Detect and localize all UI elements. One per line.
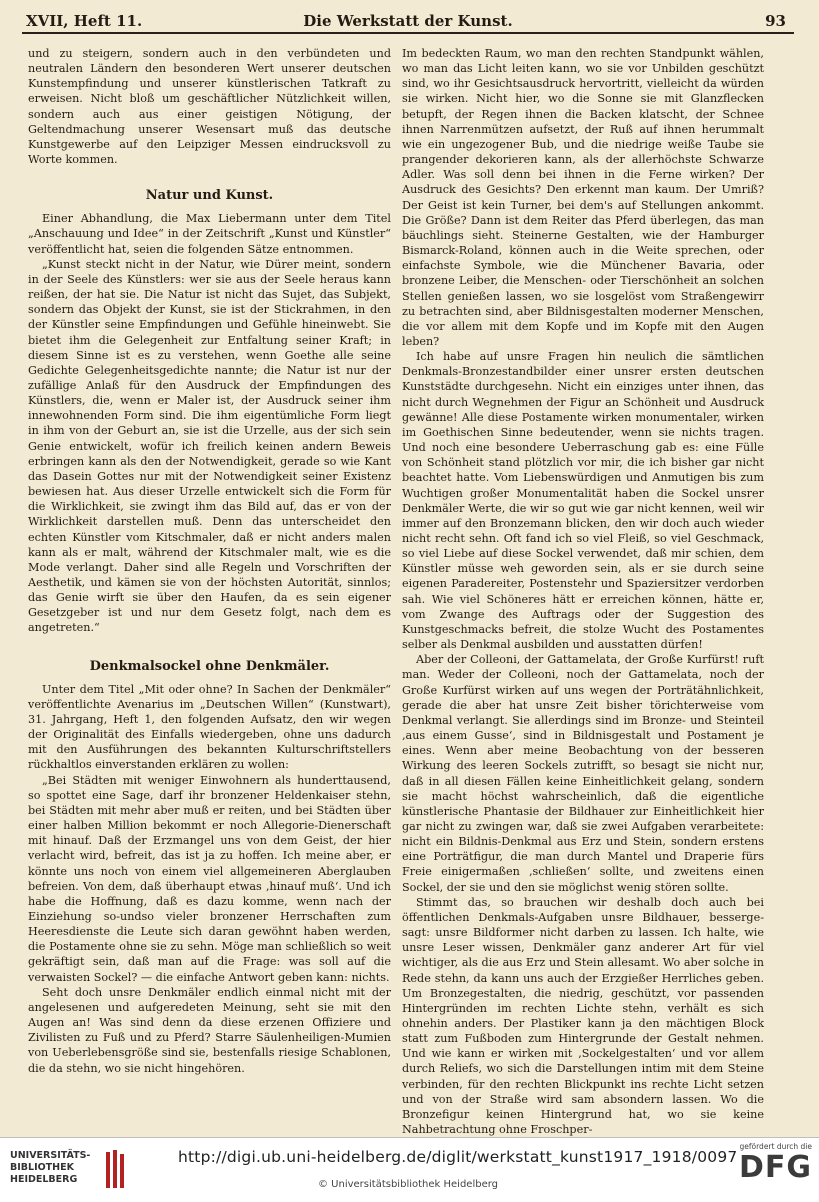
left-column [28,46,391,1124]
paragraph: Seht doch unsre Denkmäler endlich einmal nicht mit der angelesenen und aufgeredeten Meinung, seht sie mit den Augen an! Was sind denn da diese erzenen Offiziere und Zivilisten zu Fuß und zu Pferd? Starre Säulenheiligen-Mumien von Ueberlebensgröße sind sie, bestenfalls riesige Schablonen, die da stehn, wo sie nicht hingehören. [28,985,391,1075]
intro-paragraph: und zu steigern, sondern auch in den verbündeten und neutralen Ländern den besonderen Wert unserer deutschen Kunstempfindung und unserer künstlerischen Tatkraft zu erweisen. Nicht bloß um geschäftlicher Nützlichkeit willen, sondern auch aus einer geistigen Nötigung, der Geltendmachung unserer Wesensart muß das deutsche Kunstgewerbe auf den Leipziger Messen eindrucksvoll zu Worte kommen. [28,47,391,167]
paragraph: Unter dem Titel „Mit oder ohne? In Sachen der Denkmäler“ veröffentlichte Avenarius im „Deutschen Willen“ (Kunstwart), 31. Jahrgang, Heft 1, den folgenden Aufsatz, den wir wegen der Originalität des Einfalls wiedergeben, ohne uns dadurch mit den Ausführungen des bekannten Kulturschriftstellers rückhaltlos einverstanden erklären zu wollen: [28,682,391,772]
section-heading-denkmalsockel: Denkmalsockel ohne Denkmäler. [89,658,330,674]
funder-name: DFG [738,1150,812,1185]
logo-line: HEIDELBERG [10,1174,78,1185]
library-emblem-icon [104,1148,128,1192]
journal-title: Die Werkstatt der Kunst. [303,12,513,30]
volume-issue: XVII, Heft 11. [26,12,143,30]
paragraph: Stimmt das, so brauchen wir deshalb doch auch bei öffentlichen Denkmals-Aufgaben unsre Bildhauer, besserge-sagt: unsre Bildformer nicht darben zu lassen. Ich halte, wie unsre Leser wissen, Denkmäler ganz anderer Art für viel wichtiger, als die aus Erz und Stein allesamt. Wo aber solche in Rede stehn, da kann uns auch der Erzgießer Herrliches geben. Um Bronzegestalten, die niedrig, geschützt, vor passenden Hintergründen im rechten Lichte stehn, verhält es sich ohnehin anders. Der Plastiker kann ja den mächtigen Block statt zum Fußboden zum Hintergrunde der Gestalt nehmen. Und wie kann er wirken mit ‚Sockelgestalten‘ und vor allem durch Reliefs, wo sich die Darstellungen intim mit dem Steine verbinden, für den rechten Blickpunkt ins rechte Licht setzen und von der Straße wird sam absondern lassen. Wo die Bronzefigur keinen Hintergrund hat, wo sie keine Nahbetrachtung ohne Froschper- [402,895,764,1137]
page-header [22,10,794,34]
paragraph: Aber der Colleoni, der Gattamelata, der Große Kurfürst! ruft man. Weder der Colleoni, noch der Gattamelata, noch der Große Kurfürst wirken auf uns wegen der Porträtähnlichkeit, gerade die aber hat unsre Zeit bisher törichterweise vom Denkmal verlangt. Sie allerdings sind im Bronze- und Steinteil ‚aus einem Gusse‘, sind in Bildnisgestalt und Postament je eines. Wenn aber meine Beobachtung von der besseren Wirkung des leeren Sockels zutrifft, so besagt sie nicht nur, daß in all diesen Fällen keine Einheitlichkeit gelang, sondern sie macht höchst wahrscheinlich, daß die eigentliche künstlerische Phantasie der Bildhauer zur Einheitlichkeit hier gar nicht zu zwingen war, daß sie zwei Aufgaben verarbeitete: nicht ein Bildnis-Denkmal aus Erz und Stein, sondern erstens eine Porträtfigur, die man durch Mantel und Draperie fürs Freie einigermaßen ‚schließen‘ sollte, und zweitens einen Sockel, der sie und den sie möglichst wenig stören sollte. [402,653,764,894]
section-heading-natur-und-kunst: Natur und Kunst. [145,188,274,204]
logo-line: UNIVERSITÄTS- [10,1150,91,1161]
page-number: 93 [765,12,786,30]
funder-note: gefördert durch die [739,1142,812,1151]
paragraph: Im bedeckten Raum, wo man den rechten Standpunkt wählen, wo man das Licht leiten kann, wo sie vor Unbilden geschützt sind, wo ihr Gesichtsausdruck hervortritt, vielleicht da würden sie wirken. Nicht hier, wo die Sonne sie mit Glanzflecken betupft, der Regen ihnen die Backen klatscht, der Schnee ihnen Narrenmützen aufsetzt, der Ruß auf ihnen herummalt wie ein ungezogener Bub, und die niedrige weiße Taube sie prangender dekorieren kann, als der allerhöchste Schwarze Adler. Was soll denn bei ihnen in die Ferne wirken? Der Ausdruck des Gesichts? Den erkennt man kaum. Der Umriß? Der Geist ist kein Turner, bei dem's auf Stellungen ankommt. Die Größe? Dann ist dem Reiter das Pferd überlegen, das man bäuchlings sieht. Steinerne Gestalten, wie der Hamburger Bismarck-Roland, können auch in die Weite sprechen, oder einfachste Symbole, wie die Münchener Bavaria, oder bronzene Leiber, die Menschen- oder Tierschönheit an solchen Stellen genießen lassen, wo sie losgelöst vom Straßengewirr zu betrachten sind, aber Bildnisgestalten moderner Menschen, die vor allem mit dem Kopfe und im Kopfe mit den Augen leben? [402,47,764,348]
paragraph: Einer Abhandlung, die Max Liebermann unter dem Titel „Anschauung und Idee“ in der Zeitschrift „Kunst und Künstler“ veröffentlicht hat, seien die folgenden Sätze entnommen. [28,212,391,256]
permalink-url[interactable]: http://digi.ub.uni-heidelberg.de/diglit/werkstatt_kunst1917_1918/0097 [178,1148,738,1166]
dfg-logo[interactable] [712,1142,812,1198]
paragraph: Ich habe auf unsre Fragen hin neulich die sämtlichen Denkmals-Bronzestandbilder einer unsrer ersten deutschen Kunststädte durchgesehn. Nicht ein einziges unter ihnen, das nicht durch Wegnehmen der Figur an Schönheit und Ausdruck gewänne! Alle diese Postamente wirken monumentaler, wirken im Goethischen Sinne bedeutender, wenn sie nichts tragen. Und noch eine besondere Ueberraschung gab es: eine Fülle von Schönheit stand plötzlich vor mir, die ich bisher gar nicht beachtet hatte. Vom Liebenswürdigen und Anmutigen bis zum Wuchtigen großer Monumentalität haben die Sockel unsrer Denkmäler Werte, die wir so gut wie gar nicht kennen, weil wir immer auf den Bronzemann blicken, den wir doch auch wieder nicht recht sehn. Oft fand ich so viel Fleiß, so viel Geschmack, so viel Liebe auf diese Sockel verwendet, daß mir schien, dem Künstler müsse weh geworden sein, als er sie durch seine eigenen Paradereiter, Postenstehr und Spaziersitzer verdorben sah. Wie viel Schöneres hätt er erreichen können, hätte er, vom Zwange des Auftrags oder der Suggestion des Kunstgeschmacks befreit, die stolze Wucht des Postamentes selber als Denkmal ausbilden und ausstatten dürfen! [402,350,764,652]
copyright-notice: © Universitätsbibliothek Heidelberg [318,1179,499,1190]
library-logo[interactable] [10,1148,180,1192]
logo-line: BIBLIOTHEK [10,1162,74,1173]
page-footer [0,1137,819,1202]
right-column [402,46,764,1137]
paragraph: „Bei Städten mit weniger Einwohnern als hunderttausend, so spottet eine Sage, darf ihr bronzener Heldenkaiser stehn, bei Städten mit mehr aber muß er reiten, und bei Städten über einer halben Million bekommt er noch Allegorie-Dienerschaft mit hinauf. Daß der Erzmangel uns von dem Geist, der hier verlacht wird, befreit, das ist ja zu hoffen. Ich meine aber, er könnte uns noch von einem viel allgemeineren Aberglauben befreien. Von dem, daß überhaupt etwas ‚hinauf muß‘. Und ich habe die Hoffnung, daß es dazu komme, wenn nach der Einziehung so-undso vieler bronzener Herrschaften zum Heeresdienste die Leute sich daran gewöhnt haben werden, die Postamente ohne sie zu sehn. Möge man schließlich so weit gekräftigt sein, daß man auf die Frage: was soll auf die verwaisten Sockel? — die einfache Antwort geben kann: nichts. [28,773,391,984]
paragraph: „Kunst steckt nicht in der Natur, wie Dürer meint, sondern in der Seele des Künstlers: wer sie aus der Seele heraus kann reißen, der hat sie. Die Natur ist nicht das Sujet, das Subjekt, sondern das Objekt der Kunst, sie ist der Stickrahmen, in den der Künstler seine Empfindungen und Gefühle hineinwebt. Sie bietet ihm die Gelegenheit zur Entfaltung seiner Kraft; in diesem Sinne ist es zu verstehen, wenn Goethe alle seine Gedichte Gelegenheitsgedichte nannte; die Natur ist nur der zufällige Anlaß für den Ausdruck der Empfindungen des Künstlers, die, wenn er Maler ist, der Ausdruck seiner ihm innewohnenden Form sind. Die ihm eigentümliche Form liegt in ihm von der Geburt an, sie ist die Urzelle, aus der sich sein Genie entwickelt, wofür ich freilich keinen andern Beweis erbringen kann als den der Notwendigkeit, gerade so wie Kant das Dasein Gottes nur mit der Notwendigkeit seiner Existenz bewiesen hat. Aus dieser Urzelle entwickelt sich die Form für die Wirklichkeit, sie zwingt ihm das Bild auf, das er von der Wirklichkeit darstellen muß. Denn das unterscheidet den echten Künstler vom Kitschmaler, daß er nicht anders malen kann als er malt, während der Kitschmaler malt, wie es die Mode verlangt. Daher sind alle Regeln und Vorschriften der Aesthetik, und kämen sie von der höchsten Autorität, sinnlos; das Genie wirft sie über den Haufen, da es sein eigener Gesetzgeber ist und nur dem Gesetz folgt, nach dem es angetreten.“ [28,257,391,635]
